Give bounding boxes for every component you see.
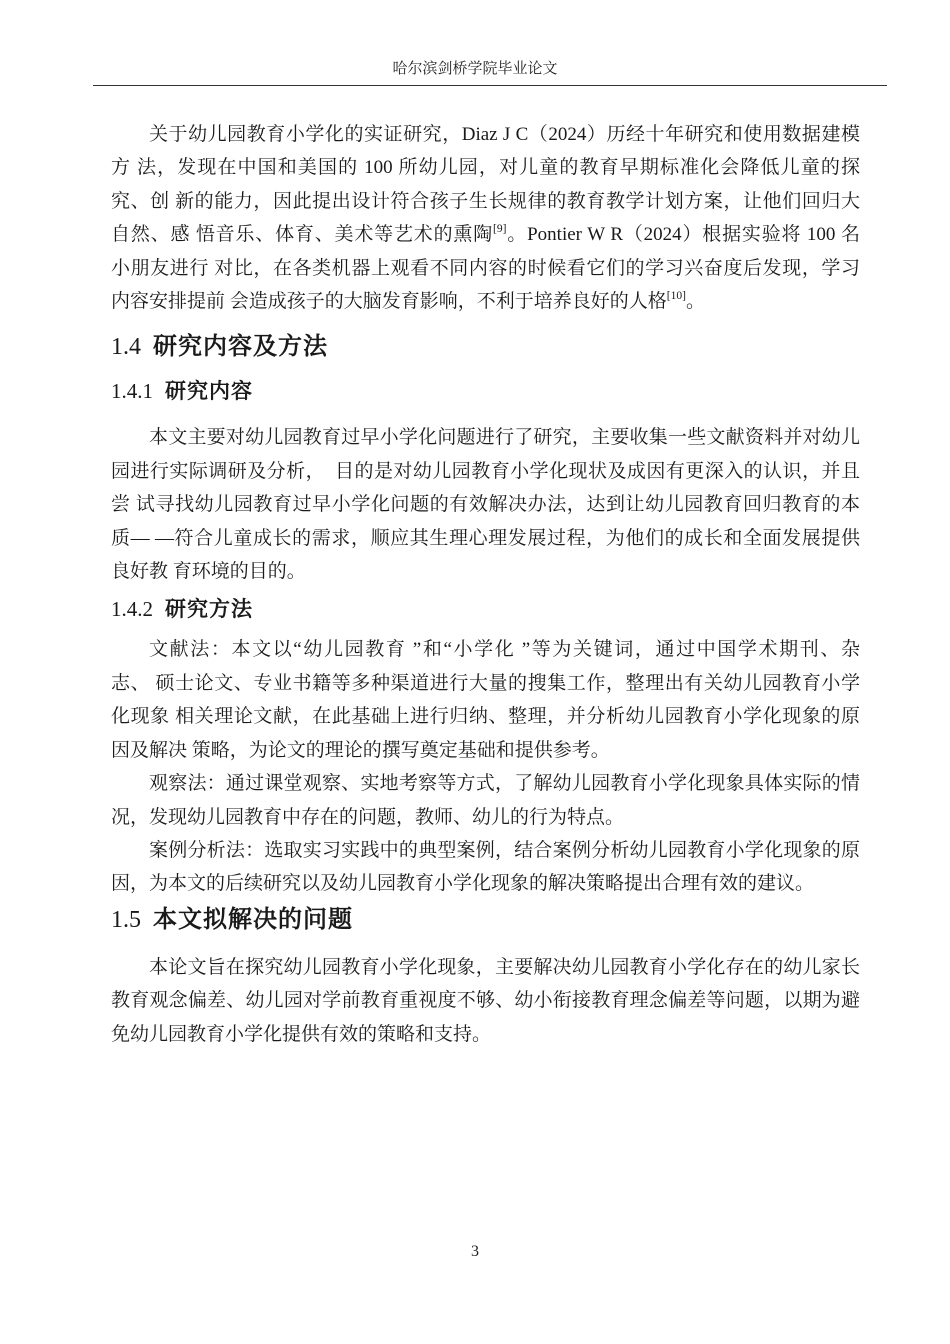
heading-number: 1.4.1 (111, 379, 153, 404)
case-analysis-method-paragraph (111, 834, 860, 901)
heading-title: 本文拟解决的问题 (153, 905, 353, 933)
text-line: 小朋友进行 对比，在各类机器上观看不同内容的时候看它们的学习兴奋度后发现，学习 (111, 257, 860, 279)
text-line: 方 法，发现在中国和美国的 100 所幼儿园，对儿童的教育早期标准化会降低儿童的探 (111, 157, 860, 179)
section-heading-1-4 (111, 330, 860, 364)
text-line: 良好教 育环境的目的。 (111, 561, 306, 583)
text-line: 免幼儿园教育小学化提供有效的策略和支持。 (111, 1023, 492, 1045)
observation-method-paragraph (111, 767, 860, 834)
problems-paragraph (111, 951, 860, 1051)
text-line: 况，发现幼儿园教育中存在的问题，教师、幼儿的行为特点。 (111, 806, 625, 828)
header-rule (93, 85, 887, 86)
page-number: 3 (471, 1243, 479, 1260)
text-line: 尝 试寻找幼儿园教育过早小学化问题的有效解决办法，达到让幼儿园教育回归教育的本 (111, 494, 860, 516)
section-heading-1-5 (111, 903, 860, 937)
text-line: 园进行实际调研及分析， 目的是对幼儿园教育小学化现状及成因有更深入的认识，并且 (111, 460, 860, 482)
page-content (0, 118, 950, 1051)
text-segment: 自然、感 悟音乐、体育、美术等艺术的熏陶 (111, 224, 494, 246)
text-line: 质— —符合儿童成长的需求，顺应其生理心理发展过程，为他们的成长和全面发展提供 (111, 527, 860, 549)
text-line: 教育观念偏差、幼儿园对学前教育重视度不够、幼小衔接教育理念偏差等问题，以期为避 (111, 990, 860, 1012)
heading-number: 1.5 (111, 906, 141, 933)
heading-number: 1.4.2 (111, 597, 153, 622)
heading-title: 研究内容 (165, 380, 253, 404)
heading-number: 1.4 (111, 334, 141, 361)
text-line (111, 218, 860, 251)
section-heading-1-4-1 (111, 376, 860, 407)
text-line: 化现象 相关理论文献，在此基础上进行归纳、整理，并分析幼儿园教育小学化现象的原 (111, 706, 860, 728)
text-line: 文献法：本文以“幼儿园教育 ”和“小学化 ”等为关键词，通过中国学术期刊、杂 (149, 639, 860, 661)
text-line (111, 285, 860, 318)
literature-method-paragraph (111, 633, 860, 767)
running-header (0, 58, 950, 80)
citation-ref-9: [9] (493, 223, 507, 236)
text-line: 因，为本文的后续研究以及幼儿园教育小学化现象的解决策略提出合理有效的建议。 (111, 873, 815, 895)
text-line: 究、创 新的能力，因此提出设计符合孩子生长规律的教育教学计划方案，让他们回归大 (111, 190, 860, 212)
text-line: 观察法：通过课堂观察、实地考察等方式，了解幼儿园教育小学化现象具体实际的情 (149, 773, 860, 795)
text-segment: 内容安排提前 会造成孩子的大脑发育影响，不利于培养良好的人格 (111, 291, 667, 313)
text-segment: 。 (685, 291, 705, 313)
intro-paragraph (111, 118, 860, 318)
text-segment: 。Pontier W R（2024）根据实验将 100 名 (506, 224, 860, 246)
text-line: 志、 硕士论文、专业书籍等多种渠道进行大量的搜集工作，整理出有关幼儿园教育小学 (111, 672, 860, 694)
text-line: 关于幼儿园教育小学化的实证研究，Diaz J C（2024）历经十年研究和使用数据建模 (149, 124, 860, 145)
text-line: 案例分析法：选取实习实践中的典型案例，结合案例分析幼儿园教育小学化现象的原 (149, 839, 860, 861)
running-header-title: 哈尔滨剑桥学院毕业论文 (392, 61, 558, 77)
research-content-paragraph (111, 421, 860, 588)
heading-title: 研究内容及方法 (153, 333, 328, 361)
section-heading-1-4-2 (111, 594, 860, 625)
text-line: 因及解决 策略，为论文的理论的撰写奠定基础和提供参考。 (111, 739, 610, 761)
heading-title: 研究方法 (165, 598, 253, 622)
citation-ref-10: [10] (666, 290, 686, 303)
text-line: 本论文旨在探究幼儿园教育小学化现象，主要解决幼儿园教育小学化存在的幼儿家长 (149, 956, 860, 978)
text-line: 本文主要对幼儿园教育过早小学化问题进行了研究，主要收集一些文献资料并对幼儿 (149, 427, 860, 449)
